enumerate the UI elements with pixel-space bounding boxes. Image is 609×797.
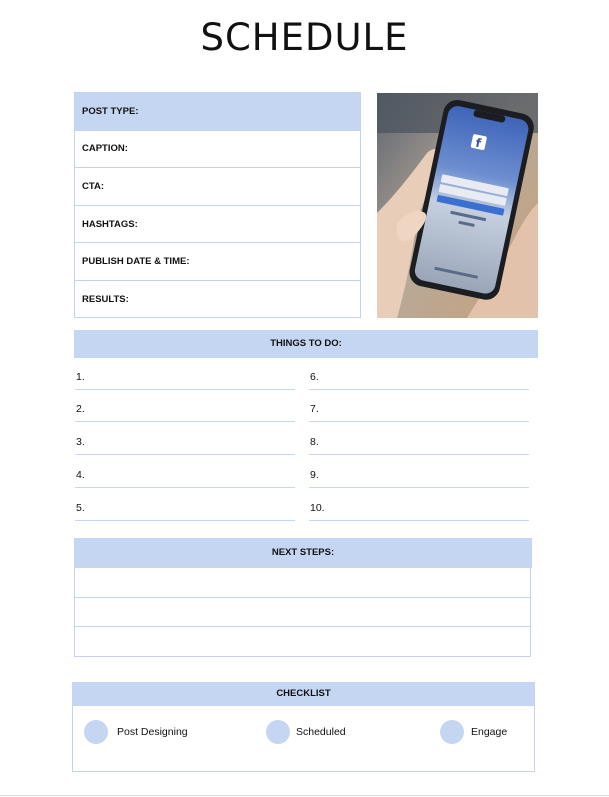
checklist-label: Engage bbox=[471, 726, 508, 738]
todo-item-2[interactable] bbox=[75, 401, 295, 422]
info-label: HASHTAGS: bbox=[82, 218, 138, 230]
page-title: SCHEDULE bbox=[200, 16, 409, 59]
checklist-item-post-designing[interactable] bbox=[84, 720, 188, 744]
todo-number: 9. bbox=[310, 469, 319, 481]
checklist-header: CHECKLIST bbox=[72, 682, 535, 706]
next-steps-row[interactable] bbox=[75, 627, 530, 657]
next-steps-row[interactable] bbox=[75, 568, 530, 598]
checkbox-circle-icon[interactable] bbox=[84, 720, 108, 744]
todo-item-4[interactable] bbox=[75, 467, 295, 488]
todo-item-8[interactable] bbox=[309, 434, 529, 455]
info-row-hashtags[interactable] bbox=[75, 206, 360, 244]
todo-item-1[interactable] bbox=[75, 369, 295, 390]
info-row-post-type[interactable] bbox=[75, 93, 360, 131]
todo-item-9[interactable] bbox=[309, 467, 529, 488]
post-info-table bbox=[74, 92, 361, 318]
checklist-item-scheduled[interactable] bbox=[266, 720, 346, 744]
phone-in-hands-illustration bbox=[377, 93, 538, 318]
next-steps-header: NEXT STEPS: bbox=[74, 538, 532, 568]
next-steps-row[interactable] bbox=[75, 598, 530, 628]
todo-number: 1. bbox=[76, 371, 85, 383]
info-label: PUBLISH DATE & TIME: bbox=[82, 256, 190, 268]
todo-item-5[interactable] bbox=[75, 500, 295, 521]
next-steps-table bbox=[74, 568, 531, 657]
todo-number: 8. bbox=[310, 436, 319, 448]
todo-number: 2. bbox=[76, 403, 85, 415]
todo-item-7[interactable] bbox=[309, 401, 529, 422]
todo-number: 6. bbox=[310, 371, 319, 383]
info-row-caption[interactable] bbox=[75, 131, 360, 169]
todo-number: 3. bbox=[76, 436, 85, 448]
checkbox-circle-icon[interactable] bbox=[440, 720, 464, 744]
page-bottom-divider bbox=[0, 795, 609, 796]
checklist-label: Post Designing bbox=[117, 726, 188, 738]
checkbox-circle-icon[interactable] bbox=[266, 720, 290, 744]
phone-photo bbox=[377, 93, 538, 318]
info-row-results[interactable] bbox=[75, 281, 360, 319]
info-row-publish-date[interactable] bbox=[75, 243, 360, 281]
todo-item-3[interactable] bbox=[75, 434, 295, 455]
checklist-item-engage[interactable] bbox=[440, 720, 507, 744]
info-label: CAPTION: bbox=[82, 143, 128, 155]
todo-number: 4. bbox=[76, 469, 85, 481]
info-label: RESULTS: bbox=[82, 294, 129, 306]
info-row-cta[interactable] bbox=[75, 168, 360, 206]
checklist-label: Scheduled bbox=[296, 726, 346, 738]
info-label: CTA: bbox=[82, 180, 104, 192]
todo-item-10[interactable] bbox=[309, 500, 529, 521]
todo-number: 5. bbox=[76, 502, 85, 514]
things-to-do-header: THINGS TO DO: bbox=[74, 330, 538, 358]
svg-text:f: f bbox=[474, 135, 483, 151]
todo-item-6[interactable] bbox=[309, 369, 529, 390]
info-label: POST TYPE: bbox=[82, 105, 139, 117]
todo-number: 7. bbox=[310, 403, 319, 415]
todo-number: 10. bbox=[310, 502, 325, 514]
